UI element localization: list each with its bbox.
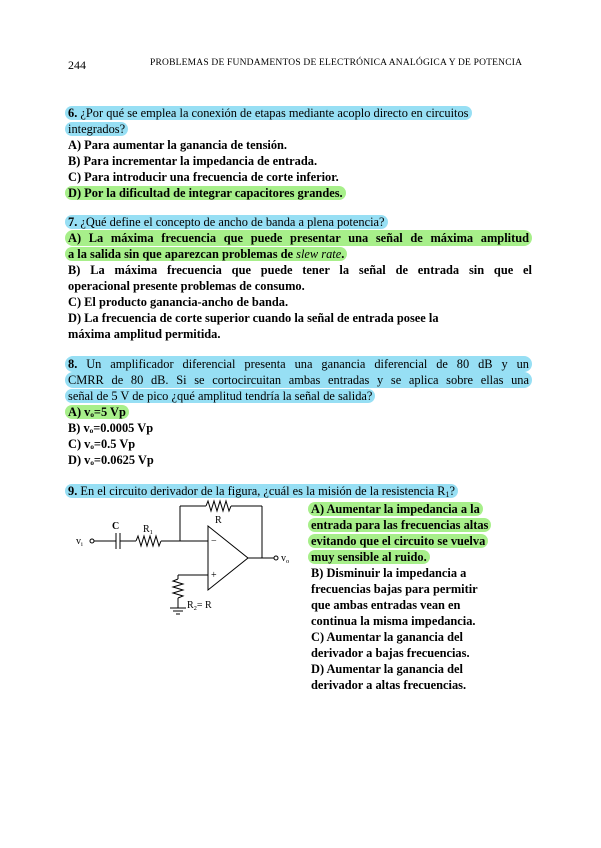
question-9-prompt: 9. En el circuito derivador de la figura, ¿cuál es la misión de la resistencia $R_1$? (65, 484, 458, 498)
q9-option-a-answer-cont: entrada para las frecuencias altas (308, 518, 491, 532)
q7-option-c: C) El producto ganancia-ancho de banda. (68, 295, 289, 309)
label-vo: $v_o$ (281, 553, 290, 565)
question-8-prompt-cont: CMRR de 80 dB. Si se cortocircuitan ambas entradas y se aplica sobre ellas una (65, 372, 532, 388)
running-header: PROBLEMAS DE FUNDAMENTOS DE ELECTRÓNICA ANALÓGICA Y DE POTENCIA (150, 58, 523, 68)
q9-option-a-answer-cont: muy sensible al ruido. (308, 550, 430, 564)
vi-terminal (90, 539, 94, 543)
q7-option-b-cont: operacional presente problemas de consumo. (68, 279, 305, 293)
q8-option-a-answer: A) vₒ=5 Vp (65, 405, 129, 419)
q7-option-d: D) La frecuencia de corte superior cuando la señal de entrada posee la (68, 311, 439, 325)
q9-option-b-cont: continua la misma impedancia. (311, 614, 476, 628)
differentiator-circuit-diagram (70, 496, 300, 626)
q9-option-d-cont: derivador a altas frecuencias. (311, 678, 467, 692)
q7-option-d-cont: máxima amplitud permitida. (68, 327, 221, 341)
q9-option-a-answer: A) Aumentar la impedancia a la (308, 502, 483, 516)
vo-terminal (274, 556, 278, 560)
question-8-prompt-cont2: señal de 5 V de pico ¿qué amplitud tendría la señal de salida? (65, 389, 375, 403)
q8-option-b: B) vₒ=0.0005 Vp (68, 421, 154, 435)
label-vi: $v_i$ (76, 536, 83, 548)
q7-option-a-answer-cont: a la salida sin que aparezcan problemas de slew rate. (65, 247, 347, 261)
label-r2: $R_2= R$ (187, 600, 212, 612)
resistor-r2 (173, 579, 183, 598)
q7-option-b: B) La máxima frecuencia que puede tener la señal de entrada sin que el (68, 263, 532, 277)
q9-option-c: C) Aumentar la ganancia del (311, 630, 463, 644)
question-6-prompt-cont: integrados? (65, 122, 128, 136)
q6-option-a: A) Para aumentar la ganancia de tensión. (68, 138, 288, 152)
q6-option-b: B) Para incrementar la impedancia de entrada. (68, 154, 318, 168)
q8-option-d: D) vₒ=0.0625 Vp (68, 453, 154, 467)
question-7 (68, 214, 532, 342)
resistor-r-feedback (206, 501, 231, 511)
resistor-r1 (136, 536, 161, 546)
q9-option-a-answer-cont: evitando que el circuito se vuelva (308, 534, 488, 548)
label-minus: − (211, 536, 217, 547)
q8-option-c: C) vₒ=0.5 Vp (68, 437, 136, 451)
q9-option-b-cont: frecuencias bajas para permitir (311, 582, 478, 596)
question-7-prompt: 7. ¿Qué define el concepto de ancho de banda a plena potencia? (65, 215, 388, 229)
q9-options (311, 501, 531, 693)
question-8 (68, 356, 532, 468)
question-6 (68, 105, 532, 201)
question-6-prompt: 6. ¿Por qué se emplea la conexión de etapas mediante acoplo directo en circuitos (65, 106, 472, 120)
q6-option-c: C) Para introducir una frecuencia de corte inferior. (68, 170, 339, 184)
q9-option-b: B) Disminuir la impedancia a (311, 566, 467, 580)
q9-option-b-cont: que ambas entradas vean en (311, 598, 461, 612)
label-r: R (215, 515, 222, 526)
label-r1: $R_1$ (143, 524, 153, 536)
page-number: 244 (68, 58, 86, 72)
label-plus: + (211, 570, 217, 581)
q7-option-a-answer: A) La máxima frecuencia que puede presentar una señal de máxima amplitud (65, 230, 532, 246)
label-c: C (112, 521, 120, 532)
q9-option-d: D) Aumentar la ganancia del (311, 662, 463, 676)
q9-option-c-cont: derivador a bajas frecuencias. (311, 646, 470, 660)
question-8-prompt: 8. Un amplificador diferencial presenta una ganancia diferencial de 80 dB y un (65, 356, 532, 372)
q6-option-d-answer: D) Por la dificultad de integrar capacitores grandes. (65, 186, 346, 200)
